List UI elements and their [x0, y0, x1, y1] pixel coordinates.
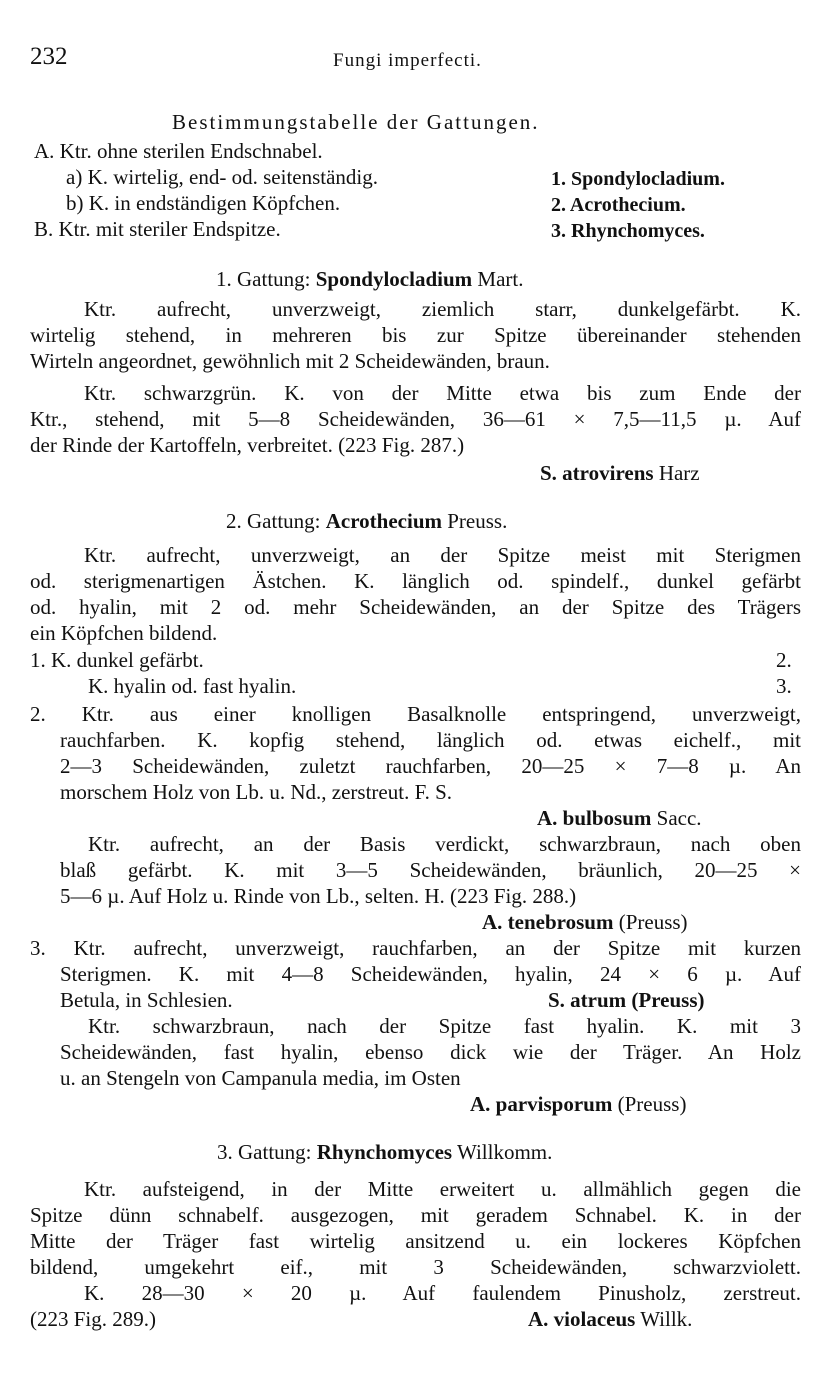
key-b: b) K. in endständigen Köpfchen.	[66, 191, 341, 215]
genus1-species	[540, 460, 700, 486]
genus2-sp3	[548, 987, 705, 1013]
key-b-result: 2. Acrothecium.	[551, 194, 686, 216]
genus2-desc-3: od. hyalin, mit 2 od. mehr Scheidewänden, an der Spitze des Trägers	[30, 595, 801, 619]
genus3-heading-pre: 3. Gattung:	[217, 1140, 312, 1164]
genus1-desc-2: wirtelig stehend, in mehreren bis zur Spitze übereinander stehenden	[30, 323, 801, 347]
genus2-key1-ref: 2.	[776, 648, 792, 672]
genus3-desc-1: Ktr. aufsteigend, in der Mitte erweitert u. allmählich gegen die	[84, 1177, 801, 1201]
genus2-heading-pre: 2. Gattung:	[226, 509, 321, 533]
genus2-sp4-desc-2: Scheidewänden, fast hyalin, ebenso dick wie der Träger. An Holz	[60, 1040, 801, 1064]
genus2-desc-2: od. sterigmenartigen Ästchen. K. länglich od. spindelf., dunkel gefärbt	[30, 569, 801, 593]
genus3-desc-3: Mitte der Träger fast wirtelig ansitzend u. ein lockeres Köpfchen	[30, 1229, 801, 1253]
genus1-species-author: Harz	[658, 461, 700, 485]
genus2-sp4	[470, 1091, 686, 1117]
key-A: A. Ktr. ohne sterilen Endschnabel.	[34, 139, 323, 163]
running-title: Fungi imperfecti.	[333, 50, 482, 71]
genus3-species-author: Willk.	[640, 1307, 693, 1331]
genus2-key3-2: Sterigmen. K. mit 4—8 Scheidewänden, hyalin, 24 × 6 µ. Auf	[60, 962, 801, 986]
genus2-sp3-name: S. atrum	[548, 988, 627, 1012]
table-title: Bestimmungstabelle der Gattungen.	[172, 110, 540, 134]
genus1-species-desc-2: Ktr., stehend, mit 5—8 Scheidewänden, 36—61 × 7,5—11,5 µ. Auf	[30, 407, 801, 431]
genus2-desc-4: ein Köpfchen bildend.	[30, 621, 218, 645]
genus2-sp1-name: A. bulbosum	[537, 806, 652, 830]
genus2-sp2-desc-1: Ktr. aufrecht, an der Basis verdickt, schwarzbraun, nach oben	[88, 832, 801, 856]
genus2-sp2-desc-3: 5—6 µ. Auf Holz u. Rinde von Lb., selten. H. (223 Fig. 288.)	[60, 884, 577, 908]
genus1-name: Spondylocladium	[315, 267, 473, 291]
genus2-sp2-name: A. tenebrosum	[482, 910, 614, 934]
genus2-author: Preuss.	[447, 509, 508, 533]
genus3-name: Rhynchomyces	[316, 1140, 453, 1164]
genus3-heading	[217, 1139, 552, 1165]
genus1-species-desc-3: der Rinde der Kartoffeln, verbreitet. (223 Fig. 287.)	[30, 433, 465, 457]
genus2-heading	[226, 508, 507, 534]
genus2-desc-1: Ktr. aufrecht, unverzweigt, an der Spitze meist mit Sterigmen	[84, 543, 801, 567]
genus2-key1b: K. hyalin od. fast hyalin.	[88, 674, 297, 698]
key-B-result: 3. Rhynchomyces.	[551, 220, 705, 242]
genus2-sp4-author: (Preuss)	[617, 1092, 687, 1116]
genus2-key2-3: 2—3 Scheidewänden, zuletzt rauchfarben, 20—25 × 7—8 µ. An	[60, 754, 801, 778]
key-a: a) K. wirtelig, end- od. seitenständig.	[66, 165, 379, 189]
genus2-sp2-author: (Preuss)	[618, 910, 688, 934]
key-B: B. Ktr. mit steriler Endspitze.	[34, 217, 281, 241]
page-number: 232	[30, 43, 68, 70]
genus2-sp4-desc-1: Ktr. schwarzbraun, nach der Spitze fast hyalin. K. mit 3	[88, 1014, 801, 1038]
genus3-desc-2: Spitze dünn schnabelf. ausgezogen, mit geradem Schnabel. K. in der	[30, 1203, 801, 1227]
genus2-key3-3: Betula, in Schlesien.	[60, 988, 233, 1012]
genus2-key1b-ref: 3.	[776, 674, 792, 698]
genus2-key2-2: rauchfarben. K. kopfig stehend, länglich od. etwas eichelf., mit	[60, 728, 801, 752]
genus2-key1: 1. K. dunkel gefärbt.	[30, 648, 204, 672]
genus2-sp2	[482, 909, 688, 935]
genus3-species-name: A. violaceus	[528, 1307, 636, 1331]
key-a-result: 1. Spondylocladium.	[551, 168, 725, 190]
genus2-key3-1: 3. Ktr. aufrecht, unverzweigt, rauchfarben, an der Spitze mit kurzen	[30, 936, 801, 960]
genus1-species-name: S. atrovirens	[540, 461, 654, 485]
genus2-name: Acrothecium	[325, 509, 442, 533]
genus3-species	[528, 1306, 692, 1332]
genus2-key2-4: morschem Holz von Lb. u. Nd., zerstreut. F. S.	[60, 780, 453, 804]
genus2-sp3-author: (Preuss)	[631, 988, 705, 1012]
genus1-desc-3: Wirteln angeordnet, gewöhnlich mit 2 Scheidewänden, braun.	[30, 349, 550, 373]
genus3-author: Willkomm.	[456, 1140, 553, 1164]
genus2-key2-1: 2. Ktr. aus einer knolligen Basalknolle entspringend, unverzweigt,	[30, 702, 801, 726]
genus2-sp4-desc-3: u. an Stengeln von Campanula media, im Osten	[60, 1066, 461, 1090]
genus2-sp1	[537, 805, 702, 831]
genus3-last-ref: (223 Fig. 289.)	[30, 1307, 156, 1331]
genus2-sp1-author: Sacc.	[656, 806, 702, 830]
genus1-heading-pre: 1. Gattung:	[216, 267, 311, 291]
genus3-desc-5: K. 28—30 × 20 µ. Auf faulendem Pinusholz, zerstreut.	[84, 1281, 801, 1305]
genus1-author: Mart.	[477, 267, 524, 291]
genus2-sp4-name: A. parvisporum	[470, 1092, 613, 1116]
genus2-sp2-desc-2: blaß gefärbt. K. mit 3—5 Scheidewänden, bräunlich, 20—25 ×	[60, 858, 801, 882]
genus1-heading	[216, 266, 523, 292]
genus1-species-desc-1: Ktr. schwarzgrün. K. von der Mitte etwa bis zum Ende der	[84, 381, 801, 405]
genus3-desc-4: bildend, umgekehrt eif., mit 3 Scheidewänden, schwarzviolett.	[30, 1255, 801, 1279]
genus1-desc-1: Ktr. aufrecht, unverzweigt, ziemlich starr, dunkelgefärbt. K.	[84, 297, 801, 321]
